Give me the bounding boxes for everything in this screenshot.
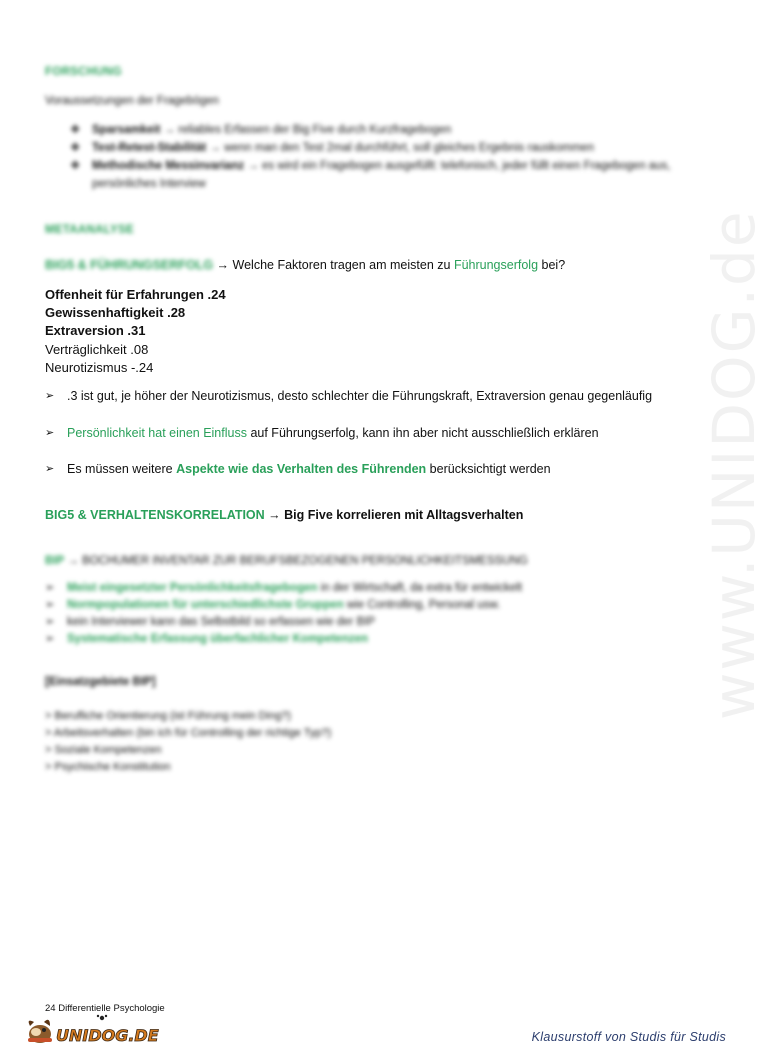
arrow-icon: → — [216, 258, 230, 272]
footer-slogan: Klausurstoff von Studis für Studis — [531, 1030, 726, 1044]
list-item: > Berufliche Orientierung (ist Führung mein Ding?) — [45, 710, 292, 722]
fuehrungserfolg-question: Welche Faktoren tragen am meisten zu — [232, 258, 451, 272]
bip-list — [45, 580, 522, 648]
arrow-bullet-icon: ➢ — [45, 616, 55, 628]
forschung-list — [70, 121, 710, 193]
forschung-subheading: Voraussetzungen der Fragebögen — [45, 95, 219, 107]
factor-item: Offenheit für Erfahrungen .24 — [45, 287, 226, 302]
arrow-bullet-icon: ➢ — [45, 463, 55, 475]
list-item: ➢ Normpopulationen für unterschiedlichste Gruppen wie Controlling, Personal usw. — [45, 597, 522, 614]
verhalten-statement: Big Five korrelieren mit Alltagsverhalten — [284, 508, 524, 522]
factor-item: Neurotizismus -.24 — [45, 359, 154, 375]
arrow-bullet-icon: ➢ — [45, 582, 55, 594]
list-item: ➢ kein Interviewer kann das Selbstbild so erfassen wie der BIP — [45, 614, 522, 631]
fuehrungserfolg-title-label: BIG5 & FÜHRUNGSERFOLG — [45, 258, 214, 272]
forschung-heading: FORSCHUNG — [45, 66, 122, 78]
arrow-bullet-icon: ➢ — [45, 390, 55, 402]
finding-1 — [45, 388, 652, 404]
diamond-bullet-icon: ❖ — [70, 160, 81, 172]
watermark: www.UNIDOG.de — [700, 209, 768, 720]
list-item: ❖ Sparsamkeit → reliables Erfassen der Big Five durch Kurzfragebogen — [70, 121, 710, 139]
list-item: ➢ Systematische Erfassung überfachlicher Kompetenzen — [45, 631, 522, 648]
diamond-bullet-icon: ❖ — [70, 124, 81, 136]
dog-mascot-icon — [28, 1020, 52, 1043]
finding-2-text: Persönlichkeit hat einen Einfluss auf Führungserfolg, kann ihn aber nicht ausschließlich erklären — [67, 426, 599, 440]
footer-page-label: 24 Differentielle Psychologie — [45, 1003, 165, 1014]
fuehrungserfolg-title — [45, 258, 565, 272]
svg-text:UNIDOG.DE: UNIDOG.DE — [56, 1026, 159, 1045]
factor-item: Extraversion .31 — [45, 323, 146, 339]
list-item: ➢ Meist eingesetzter Persönlichkeitsfragebogen in der Wirtschaft, da extra für entwickelt — [45, 580, 522, 597]
arrow-bullet-icon: ➢ — [45, 633, 55, 645]
factor-item: Gewissenhaftigkeit .28 — [45, 305, 186, 321]
list-item: > Arbeitsverhalten (bin ich für Controlling der richtige Typ?) — [45, 727, 332, 739]
diamond-bullet-icon: ❖ — [70, 142, 81, 154]
list-item: > Psychische Konstitution — [45, 761, 171, 773]
finding-1-text: .3 ist gut, je höher der Neurotizismus, desto schlechter die Führungskraft, Extraversion genau gegenläufig — [67, 389, 653, 403]
list-item: ❖ Methodische Messinvarianz → es wird ein Fragebogen ausgefüllt: telefonisch, jeder füllt einen Fragebogen aus, persönliches Interview — [70, 157, 710, 193]
bip-heading: BIP → BOCHUMER INVENTAR ZUR BERUFSBEZOGENEN PERSÖNLICHKEITSMESSUNG — [45, 555, 528, 567]
list-item: ❖ Test-Retest-Stabilität → wenn man den Test 2mal durchführt, soll gleiches Ergebnis rauskommen — [70, 139, 710, 157]
finding-2 — [45, 425, 599, 441]
paw-icon — [97, 1015, 107, 1020]
arrow-icon: → — [268, 508, 281, 522]
fuehrungserfolg-highlight: Führungserfolg — [453, 258, 539, 272]
finding-3 — [45, 461, 551, 477]
finding-3-text: Es müssen weitere Aspekte wie das Verhalten des Führenden berücksichtigt werden — [67, 462, 551, 476]
verhalten-title-label: BIG5 & VERHALTENSKORRELATION — [45, 508, 265, 522]
unidog-logo — [22, 1012, 159, 1048]
arrow-bullet-icon: ➢ — [45, 427, 55, 439]
einsatz-list — [45, 708, 331, 776]
arrow-bullet-icon: ➢ — [45, 599, 55, 611]
factor-item: Verträglichkeit .08 — [45, 341, 149, 357]
list-item: > Soziale Kompetenzen — [45, 744, 162, 756]
factor-list — [45, 286, 226, 377]
verhalten-title — [45, 508, 523, 522]
fuehrungserfolg-question-end: bei? — [541, 258, 566, 272]
einsatz-heading: [Einsatzgebiete BIP] — [45, 676, 156, 688]
metaanalyse-heading: METAANALYSE — [45, 224, 134, 236]
